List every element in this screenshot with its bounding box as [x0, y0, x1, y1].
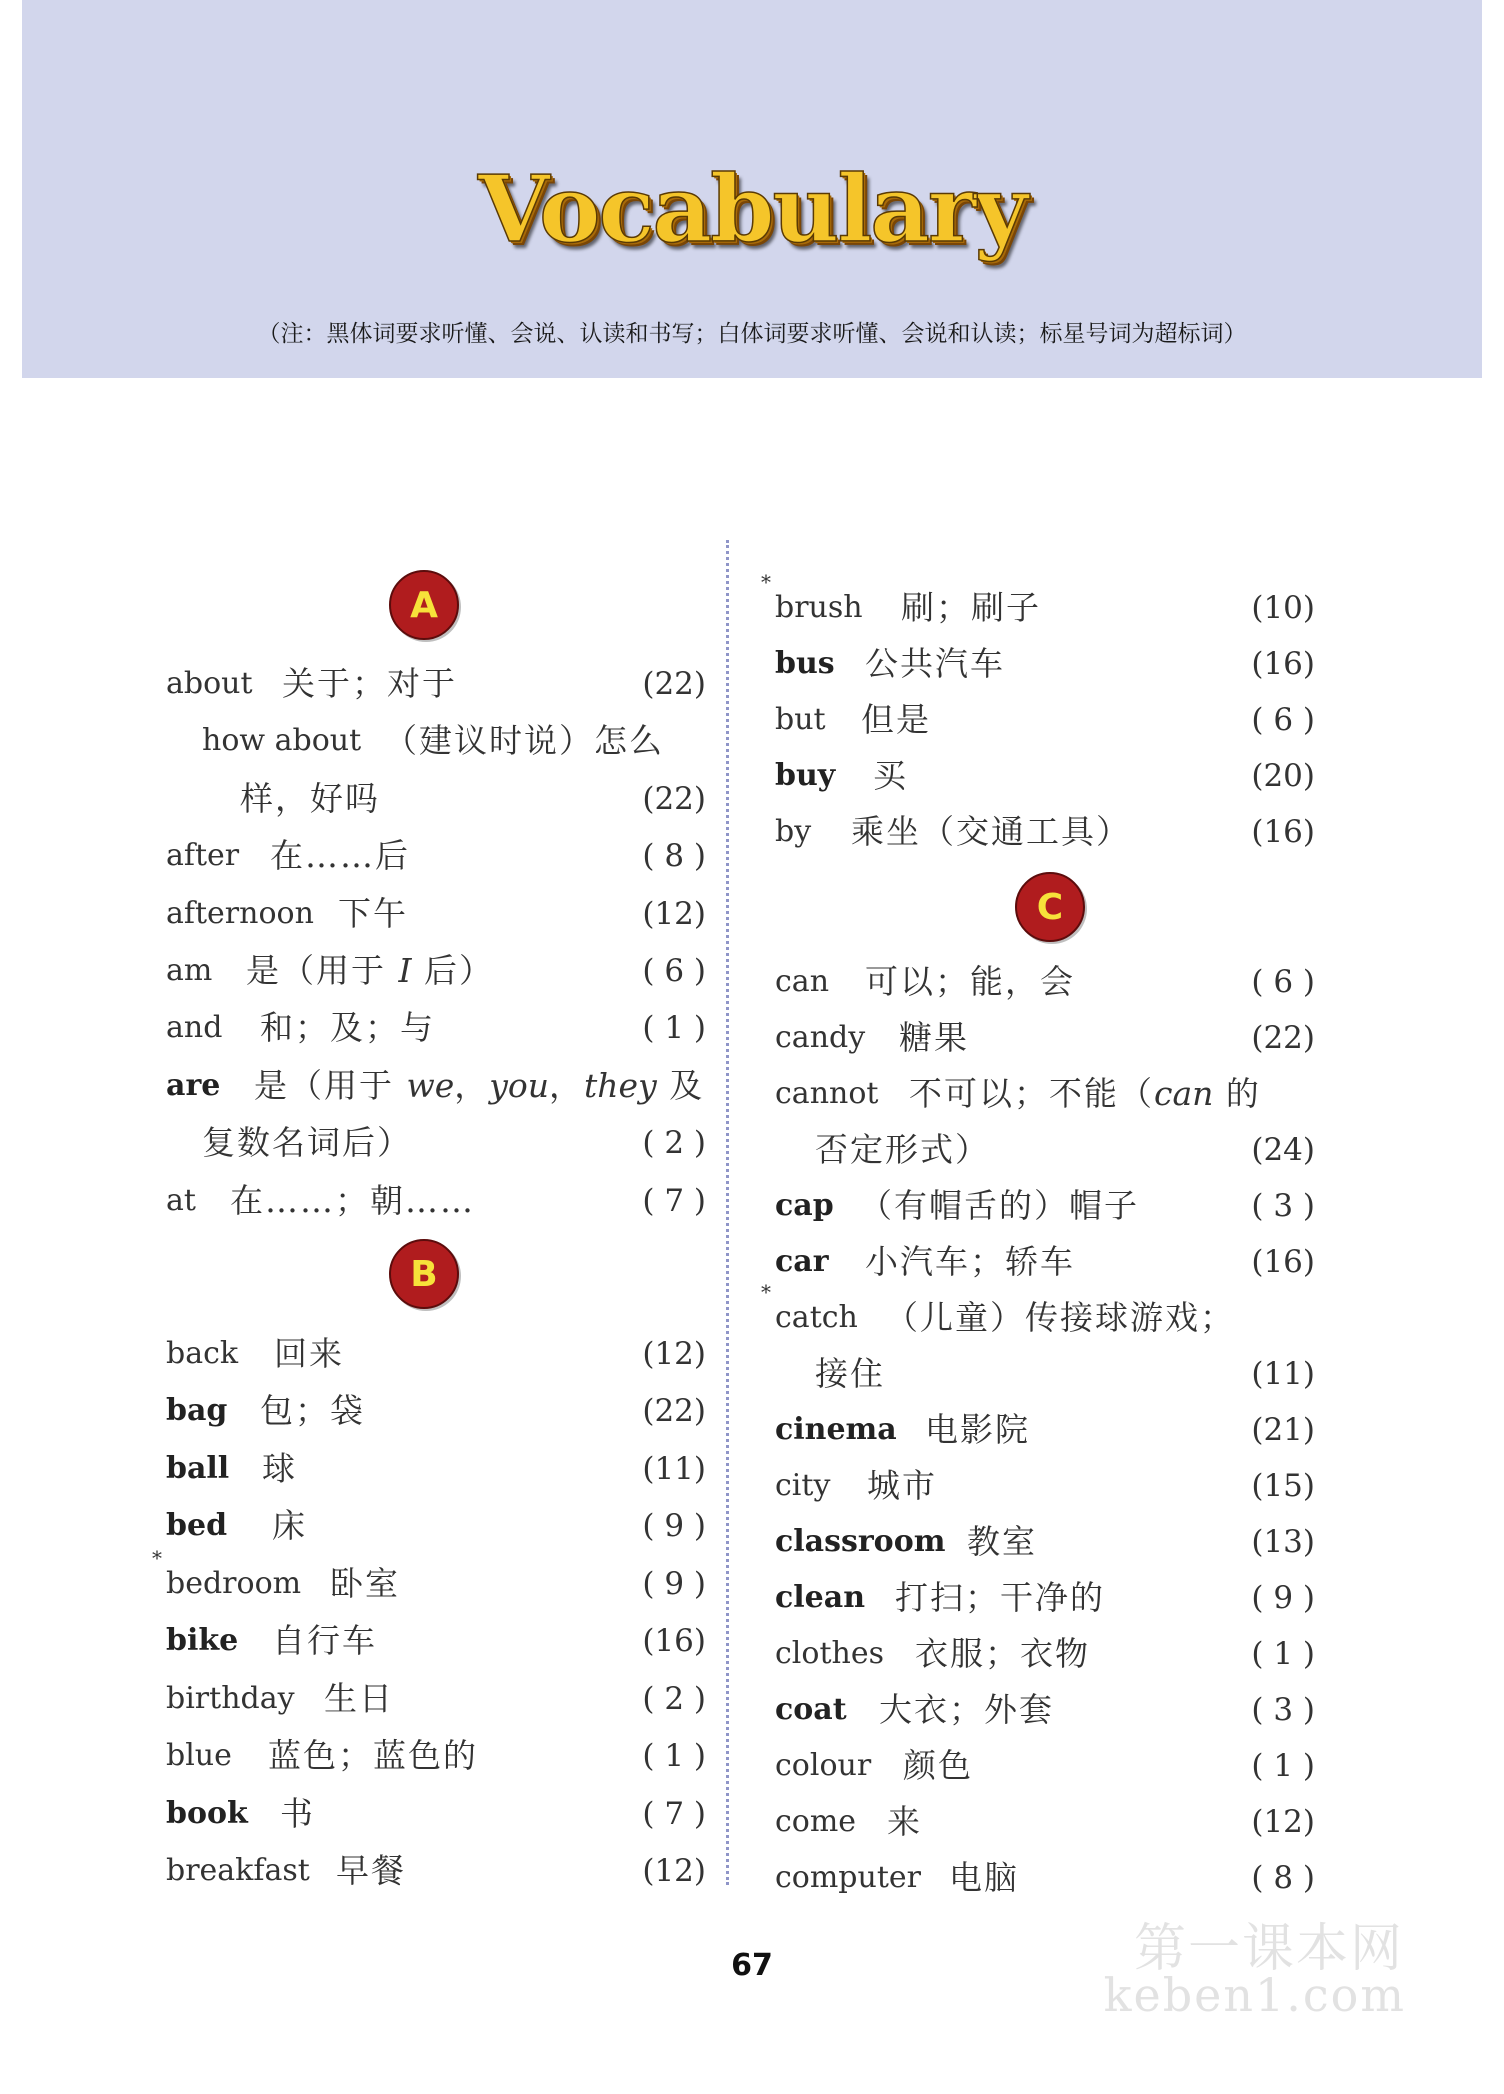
entry-cannot [775, 1066, 1315, 1122]
entry-word: at [166, 1183, 196, 1218]
entry-cinema [775, 1402, 1315, 1458]
entry-word: buy [775, 758, 836, 793]
entry-word: coat [775, 1692, 847, 1727]
entry-meaning: 大衣；外套 [879, 1690, 1054, 1729]
entry-but [775, 692, 1315, 748]
entry-word: can [775, 964, 830, 999]
entry-meaning: 关于；对于 [282, 664, 457, 703]
entry-come [775, 1794, 1315, 1850]
entry-page: (16) [1251, 1244, 1315, 1280]
entry-meaning: 颜色 [903, 1746, 973, 1785]
entry-meaning: 早餐 [336, 1851, 406, 1890]
entry-buy [775, 748, 1315, 804]
entry-meaning: 乘坐（交通工具） [851, 812, 1131, 851]
entry-meaning: 但是 [861, 700, 931, 739]
entry-page: ( 8 ) [642, 838, 706, 874]
header-banner [22, 0, 1482, 378]
entry-cap [775, 1178, 1315, 1234]
entry-page: (11) [1251, 1356, 1315, 1392]
entry-after [166, 828, 706, 884]
entry-meaning: 球 [262, 1449, 297, 1488]
entry-page: ( 3 ) [1251, 1692, 1315, 1728]
legend-note: （注：黑体词要求听懂、会说、认读和书写；白体词要求听懂、会说和认读；标星号词为超标词） [257, 321, 1247, 347]
entry-meaning: 电影院 [925, 1410, 1030, 1449]
entry-meaning: 教室 [967, 1522, 1037, 1561]
entry-word: cinema [775, 1412, 897, 1447]
entry-word: but [775, 702, 826, 737]
entry-coat [775, 1682, 1315, 1738]
entry-clothes [775, 1626, 1315, 1682]
entry-catch [761, 1280, 1315, 1346]
entry-word: birthday [166, 1681, 295, 1716]
entry-word: by [775, 814, 812, 849]
entry-page: (15) [1251, 1468, 1315, 1504]
entry-page: (21) [1251, 1412, 1315, 1448]
entry-word: about [166, 666, 253, 701]
watermark-text: 第一课本网 [1133, 1919, 1404, 1979]
entry-meaning: 衣服；衣物 [915, 1634, 1090, 1673]
entry-page: (22) [642, 666, 706, 702]
entry-page: (12) [642, 1336, 706, 1372]
entry-meaning: 打扫；干净的 [895, 1578, 1105, 1617]
entry-page: ( 7 ) [642, 1183, 706, 1219]
entry-meaning: 可以；能，会 [865, 962, 1075, 1001]
entry-bike [166, 1613, 706, 1669]
entry-by [775, 804, 1315, 860]
entry-are [166, 1058, 706, 1114]
entry-word: brush [775, 590, 863, 625]
entry-page: ( 3 ) [1251, 1188, 1315, 1224]
entry-meaning: 回来 [274, 1334, 344, 1373]
entry-word: clean [775, 1580, 865, 1615]
entry-candy [775, 1010, 1315, 1066]
entry-meaning: 下午 [338, 894, 408, 933]
entry-word: bike [166, 1623, 239, 1658]
entry-about [166, 656, 706, 712]
entry-meaning: （儿童）传接球游戏； [885, 1298, 1235, 1337]
entry-word: clothes [775, 1636, 884, 1671]
watermark-url: keben1.com [1103, 1968, 1406, 2022]
entry-car [775, 1234, 1315, 1290]
entry-ball [166, 1441, 706, 1497]
superscript-star: * [761, 570, 771, 594]
entry-page: (13) [1251, 1524, 1315, 1560]
entry-page: ( 9 ) [642, 1566, 706, 1602]
entry-meaning: 包；袋 [260, 1391, 365, 1430]
entry-meaning: 和；及；与 [260, 1008, 435, 1047]
entry-meaning: 在……后 [270, 836, 410, 875]
entry-classroom [775, 1514, 1315, 1570]
entry-catch-cont [775, 1346, 1315, 1402]
entry-meaning: 床 [272, 1506, 307, 1545]
entry-page: (10) [1251, 590, 1315, 626]
entry-page: ( 2 ) [642, 1681, 706, 1717]
entry-page: ( 6 ) [1251, 964, 1315, 1000]
entry-meaning: 在……；朝…… [230, 1181, 475, 1220]
entry-meaning: 刷；刷子 [901, 588, 1041, 627]
entry-meaning: 糖果 [899, 1018, 969, 1057]
entry-meaning: 自行车 [272, 1621, 377, 1660]
entry-meaning: 否定形式） [815, 1130, 990, 1169]
entry-word: afternoon [166, 896, 314, 931]
entry-afternoon [166, 886, 706, 942]
entry-word: cap [775, 1188, 834, 1223]
entry-can [775, 954, 1315, 1010]
entry-meaning: 书 [280, 1794, 315, 1833]
entry-meaning: 公共汽车 [865, 644, 1005, 683]
entry-meaning: （建议时说）怎么 [384, 721, 664, 760]
entry-meaning: 是（用于 I 后） [246, 951, 495, 990]
entry-word: and [166, 1010, 223, 1045]
entry-word: car [775, 1244, 829, 1279]
superscript-star: * [761, 1280, 771, 1304]
entry-page: ( 7 ) [642, 1796, 706, 1832]
entry-word: are [166, 1068, 221, 1103]
entry-bag [166, 1383, 706, 1439]
section-badge-a: A [389, 570, 459, 640]
entry-book [166, 1786, 706, 1842]
entry-page: ( 1 ) [642, 1010, 706, 1046]
entry-colour [775, 1738, 1315, 1794]
entry-word: bus [775, 646, 835, 681]
entry-meaning: （有帽舌的）帽子 [859, 1186, 1139, 1225]
entry-how-about [166, 713, 706, 769]
entry-word: bag [166, 1393, 228, 1428]
entry-meaning: 卧室 [330, 1564, 400, 1603]
entry-page: ( 8 ) [1251, 1860, 1315, 1896]
entry-word: computer [775, 1860, 921, 1895]
entry-meaning: 是（用于 we，you，they 及 [254, 1066, 705, 1105]
entry-word: ball [166, 1451, 230, 1486]
section-badge-b: B [389, 1239, 459, 1309]
entry-word: colour [775, 1748, 872, 1783]
entry-page: (12) [1251, 1804, 1315, 1840]
entry-page: (12) [642, 896, 706, 932]
entry-word: bedroom [166, 1566, 302, 1601]
entry-word: after [166, 838, 240, 873]
entry-word: city [775, 1468, 831, 1503]
entry-meaning: 来 [887, 1802, 922, 1841]
entry-meaning: 电脑 [949, 1858, 1019, 1897]
entry-page: (16) [642, 1623, 706, 1659]
entry-page: ( 1 ) [1251, 1636, 1315, 1672]
section-badge-c: C [1015, 872, 1085, 942]
entry-how-about-cont [166, 771, 706, 827]
entry-page: (22) [642, 1393, 706, 1429]
entry-word: catch [775, 1300, 858, 1335]
entry-word: back [166, 1336, 239, 1371]
entry-breakfast [166, 1843, 706, 1899]
entry-page: ( 6 ) [1251, 702, 1315, 738]
entry-word: candy [775, 1020, 866, 1055]
entry-meaning: 不可以；不能（can 的 [909, 1074, 1261, 1113]
entry-computer [775, 1850, 1315, 1906]
entry-am [166, 943, 706, 999]
entry-page: (12) [642, 1853, 706, 1889]
entry-meaning: 接住 [815, 1354, 885, 1393]
entry-clean [775, 1570, 1315, 1626]
entry-bedroom [152, 1546, 706, 1612]
entry-cannot-cont [775, 1122, 1315, 1178]
entry-page: (11) [642, 1451, 706, 1487]
entry-birthday [166, 1671, 706, 1727]
column-divider [726, 540, 729, 1885]
entry-page: (22) [642, 781, 706, 817]
entry-page: (22) [1251, 1020, 1315, 1056]
entry-back [166, 1326, 706, 1382]
entry-and [166, 1000, 706, 1056]
entry-page: (24) [1251, 1132, 1315, 1168]
entry-blue [166, 1728, 706, 1784]
entry-page: ( 1 ) [1251, 1748, 1315, 1784]
entry-page: (16) [1251, 646, 1315, 682]
entry-word: am [166, 953, 213, 988]
entry-meaning: 蓝色；蓝色的 [268, 1736, 478, 1775]
entry-word: breakfast [166, 1853, 310, 1888]
entry-word: how about [202, 723, 362, 758]
entry-page: ( 9 ) [1251, 1580, 1315, 1616]
entry-are-cont [166, 1115, 706, 1171]
entry-meaning: 复数名词后） [202, 1123, 412, 1162]
entry-bus [775, 636, 1315, 692]
entry-page: (16) [1251, 814, 1315, 850]
entry-meaning: 样，好吗 [240, 779, 380, 818]
entry-word: cannot [775, 1076, 879, 1111]
entry-page: ( 6 ) [642, 953, 706, 989]
entry-at [166, 1173, 706, 1229]
entry-word: come [775, 1804, 857, 1839]
entry-meaning: 生日 [324, 1679, 394, 1718]
entry-bed [166, 1498, 706, 1554]
page-title: Vocabulary [478, 155, 1026, 263]
entry-meaning: 小汽车；轿车 [865, 1242, 1075, 1281]
entry-word: blue [166, 1738, 232, 1773]
entry-brush [761, 570, 1315, 636]
entry-word: bed [166, 1508, 228, 1543]
entry-city [775, 1458, 1315, 1514]
entry-page: (20) [1251, 758, 1315, 794]
superscript-star: * [152, 1546, 162, 1570]
page-number: 67 [731, 1948, 773, 1983]
entry-meaning: 城市 [867, 1466, 937, 1505]
entry-word: classroom [775, 1524, 946, 1559]
entry-page: ( 9 ) [642, 1508, 706, 1544]
entry-word: book [166, 1796, 248, 1831]
entry-meaning: 买 [873, 756, 908, 795]
entry-page: ( 1 ) [642, 1738, 706, 1774]
entry-page: ( 2 ) [642, 1125, 706, 1161]
